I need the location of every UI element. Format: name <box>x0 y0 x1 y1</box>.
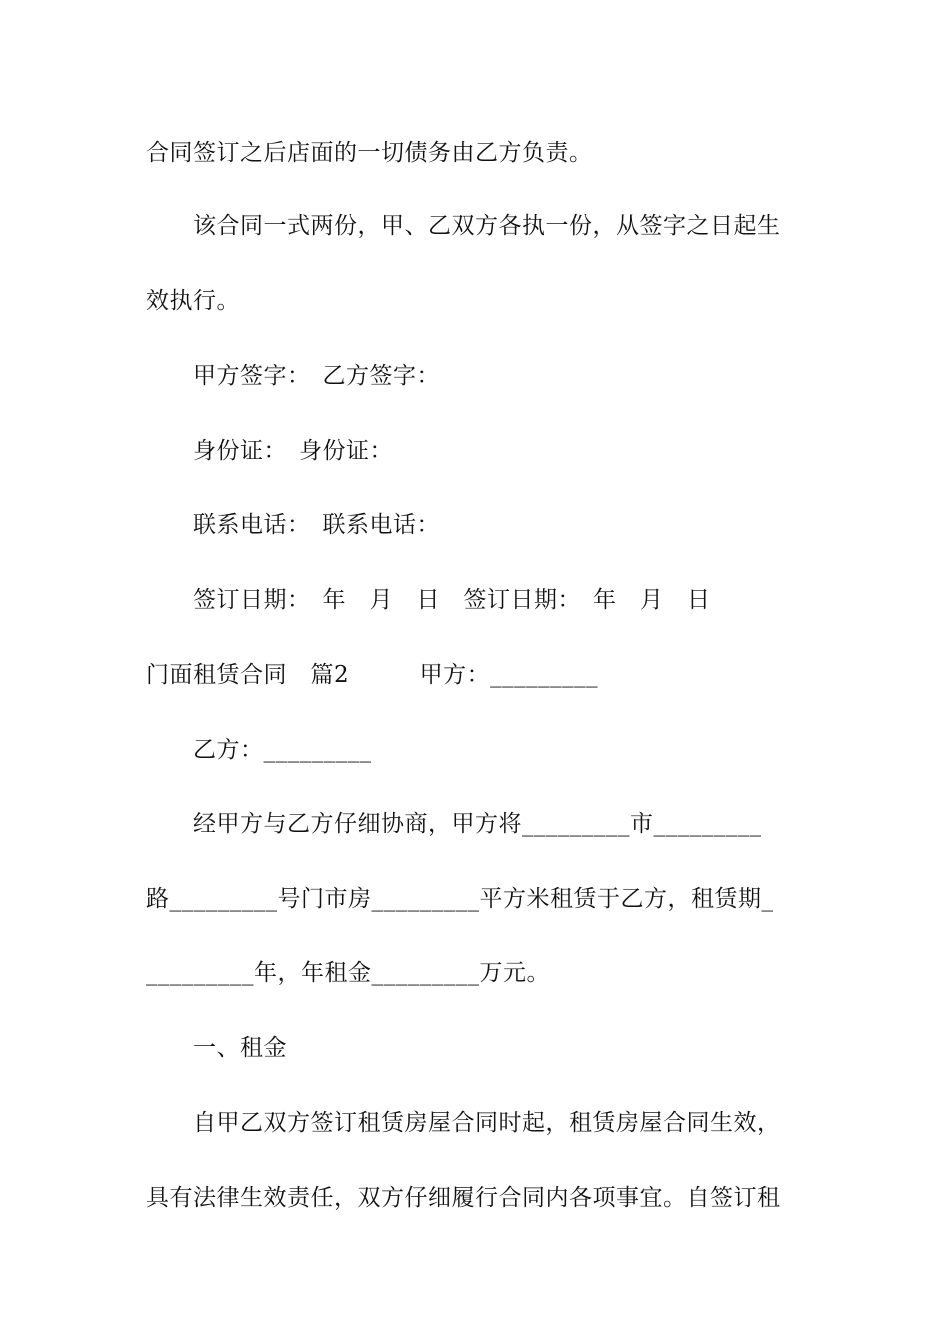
section-title-line: 门面租赁合同 篇2 甲方：_________ <box>146 662 599 688</box>
paragraph-line: 合同签订之后店面的一切债务由乙方负责。 <box>146 140 593 166</box>
id-card-line: 身份证： 身份证： <box>193 438 393 464</box>
party-b-line: 乙方：_________ <box>193 737 372 763</box>
paragraph-line: 该合同一式两份，甲、乙双方各执一份，从签字之日起生 <box>193 213 781 239</box>
paragraph-line: 具有法律生效责任，双方仔细履行合同内各项事宜。自签订租 <box>146 1185 781 1211</box>
date-line: 签订日期： 年 月 日 签订日期： 年 月 日 <box>193 587 711 613</box>
paragraph-line: 经甲方与乙方仔细协商，甲方将_________市_________ <box>193 811 762 837</box>
phone-line: 联系电话： 联系电话： <box>193 512 440 538</box>
paragraph-line: 自甲乙双方签订租赁房屋合同时起，租赁房屋合同生效， <box>193 1110 781 1136</box>
section-heading: 一、租金 <box>193 1035 287 1061</box>
paragraph-line: _________年，年租金_________万元。 <box>146 960 550 986</box>
paragraph-line: 效执行。 <box>146 288 240 314</box>
paragraph-line: 路_________号门市房_________平方米租赁于乙方，租赁期_ <box>146 886 774 912</box>
signature-line: 甲方签字： 乙方签字： <box>193 363 440 389</box>
